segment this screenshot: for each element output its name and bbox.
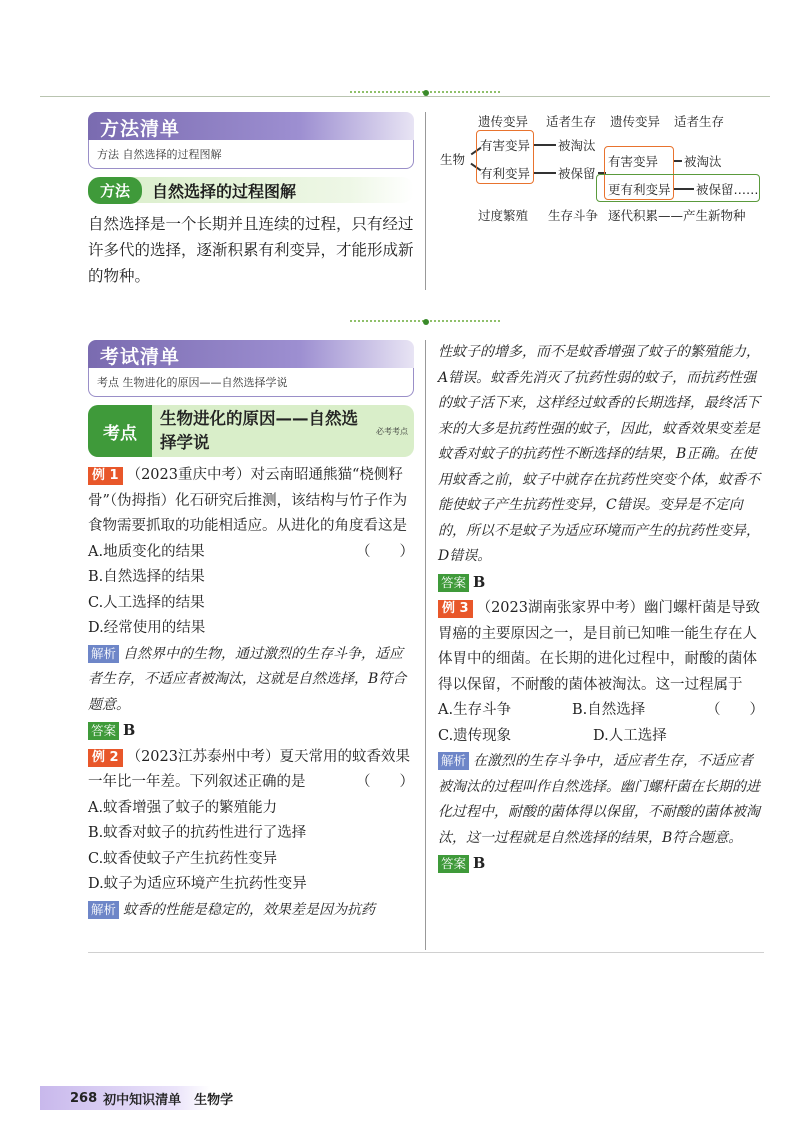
example-3-label: 例 3 bbox=[438, 600, 473, 618]
example-2-label: 例 2 bbox=[88, 749, 123, 767]
diagram-eliminated-1: 被淘汰 bbox=[558, 138, 596, 153]
diagram-top-label-4: 适者生存 bbox=[674, 114, 725, 129]
example-2-stem: 例 2 （2023江苏泰州中考）夏天常用的蚊香效果一年比一年差。下列叙述正确的是 （ ） bbox=[88, 745, 414, 796]
example-2-bracket: （ ） bbox=[356, 774, 414, 790]
example-2-option-b: B.蚊香对蚊子的抗药性进行了选择 bbox=[88, 825, 307, 841]
exam-tag: 考点 bbox=[88, 405, 152, 457]
example-1-option-d: D.经常使用的结果 bbox=[88, 620, 206, 636]
exam-right-column bbox=[438, 340, 764, 878]
diagram-top-label-1: 遗传变异 bbox=[478, 114, 529, 129]
example-3-options-row-2 bbox=[438, 724, 764, 750]
example-2-option-c: C.蚊香使蚊子产生抗药性变异 bbox=[88, 850, 278, 867]
diagram-bottom-label-3: 逐代积累——产生新物种 bbox=[608, 208, 746, 223]
method-section bbox=[88, 112, 414, 289]
diagram-box-outer bbox=[596, 174, 760, 202]
top-dot-center bbox=[423, 90, 429, 96]
example-1-option-a: A.地质变化的结果 bbox=[88, 543, 205, 560]
example-3-options-row-1 bbox=[438, 698, 706, 724]
diagram-eliminated-2: 被淘汰 bbox=[684, 154, 722, 169]
example-3-answer: 答案 B bbox=[438, 851, 764, 878]
example-3-option-b: B.自然选择 bbox=[572, 702, 646, 718]
diagram-preserved-2: 被保留…… bbox=[696, 182, 759, 197]
exam-note: 必考考点 bbox=[376, 427, 408, 436]
example-3-option-d: D.人工选择 bbox=[593, 727, 667, 744]
diagram-harmful-1: 有害变异 bbox=[480, 138, 531, 153]
example-1-analysis-label: 解析 bbox=[88, 645, 119, 663]
bottom-separator bbox=[88, 952, 764, 953]
mid-dot-center bbox=[423, 319, 429, 325]
method-body: 自然选择是一个长期并且连续的过程，只有经过许多代的选择，逐渐积累有利变异，才能形成新的物种。 bbox=[88, 215, 414, 285]
method-topic-bar bbox=[88, 177, 414, 203]
method-tag: 方法 bbox=[88, 177, 142, 204]
natural-selection-diagram bbox=[436, 112, 776, 232]
example-1-label: 例 1 bbox=[88, 467, 123, 485]
example-3-stem: 例 3 （2023湖南张家界中考）幽门螺杆菌是导致胃癌的主要原因之一，是目前已知唯一能生存在人体胃中的细菌。在长期的进化过程中，耐酸的菌体得以保留，不耐酸的菌体被淘汰。这一过程属于 （ ） bbox=[438, 596, 764, 698]
example-2-answer: 答案 B bbox=[438, 570, 764, 597]
example-1-answer-label: 答案 bbox=[88, 722, 119, 740]
example-3-option-c: C.遗传现象 bbox=[438, 727, 512, 744]
method-subheader: 方法 自然选择的过程图解 bbox=[88, 140, 414, 169]
book-title: 初中知识清单 生物学 bbox=[103, 1092, 234, 1108]
diagram-bottom-label-2: 生存斗争 bbox=[548, 208, 599, 223]
diagram-beneficial-1: 有利变异 bbox=[480, 166, 531, 181]
exam-header: 考试清单 bbox=[88, 340, 414, 368]
example-2-analysis-continued: 性蚊子的增多，而不是蚊香增强了蚊子的繁殖能力，A错误。蚊香先消灭了抗药性弱的蚊子，而抗药性强的蚊子活下来，这样经过蚊香的长期选择，最终活下来的大多是抗药性强的蚊子，因此，蚊香效果变差是蚊香对蚊子的抗药性不断选择的结果，B正确。在使用蚊香之前，蚊子中就存在抗药性突变个体，蚊香不能使蚊子产生抗药性变异，C错误。变异是不定向的，所以不是蚊子为适应环境而产生的抗药性变异，D错误。 bbox=[438, 344, 760, 564]
bottom-column-divider bbox=[425, 340, 426, 950]
diagram-beneficial-2: 更有利变异 bbox=[608, 182, 671, 197]
example-1-analysis: 解析 自然界中的生物，通过激烈的生存斗争，适应者生存，不适应者被淘汰，这就是自然选择，B符合题意。 bbox=[88, 645, 407, 713]
example-3-analysis-label: 解析 bbox=[438, 752, 469, 770]
example-1-option-b: B.自然选择的结果 bbox=[88, 569, 205, 585]
exam-left-column bbox=[88, 340, 414, 923]
diagram-line-e1 bbox=[534, 144, 556, 146]
method-header: 方法清单 bbox=[88, 112, 414, 140]
diagram-top-label-3: 遗传变异 bbox=[610, 114, 661, 129]
example-1-stem: 例 1 （2023重庆中考）对云南昭通熊猫“桡侧籽骨”（伪拇指）化石研究后推测，该结构与竹子作为食物需要抓取的功能相适应。从进化的角度看这是 （ ） bbox=[88, 463, 414, 540]
diagram-harmful-2: 有害变异 bbox=[608, 154, 659, 169]
example-1-answer: 答案 B bbox=[88, 718, 414, 745]
example-1-option-c: C.人工选择的结果 bbox=[88, 594, 205, 611]
diagram-line-e2 bbox=[674, 160, 682, 162]
example-2-answer-label: 答案 bbox=[438, 574, 469, 592]
top-separator bbox=[40, 96, 770, 97]
diagram-root: 生物 bbox=[440, 152, 466, 167]
example-3-answer-label: 答案 bbox=[438, 855, 469, 873]
example-2-option-d: D.蚊子为适应环境产生抗药性变异 bbox=[88, 876, 307, 892]
page-footer bbox=[0, 1086, 250, 1110]
top-column-divider bbox=[425, 112, 426, 290]
exam-topic-bar bbox=[88, 405, 414, 457]
method-title: 自然选择的过程图解 bbox=[152, 181, 297, 201]
example-2-option-a: A.蚊香增强了蚊子的繁殖能力 bbox=[88, 799, 278, 816]
diagram-line-p1 bbox=[534, 172, 556, 174]
example-1-bracket: （ ） bbox=[356, 543, 414, 560]
example-3-bracket: （ ） bbox=[706, 702, 764, 718]
page-number: 268 bbox=[70, 1090, 98, 1106]
example-2-analysis-start: 解析 蚊香的性能是稳定的，效果差是因为抗药 bbox=[88, 898, 414, 924]
example-3-analysis: 解析 在激烈的生存斗争中，适应者生存，不适应者被淘汰的过程叫作自然选择。幽门螺杆菌在长期的进化过程中，耐酸的菌体得以保留，不耐酸的菌体被淘汰，这一过程就是自然选择的结果，B符合题意。 bbox=[438, 753, 760, 846]
exam-subheader: 考点 生物进化的原因——自然选择学说 bbox=[88, 368, 414, 397]
exam-title: 生物进化的原因——自然选择学说 bbox=[160, 409, 358, 452]
example-2-analysis-label: 解析 bbox=[88, 901, 119, 919]
diagram-bottom-label-1: 过度繁殖 bbox=[478, 208, 529, 223]
diagram-top-label-2: 适者生存 bbox=[546, 114, 597, 129]
diagram-preserved-1: 被保留 bbox=[558, 166, 596, 181]
example-3-option-a: A.生存斗争 bbox=[438, 702, 512, 718]
